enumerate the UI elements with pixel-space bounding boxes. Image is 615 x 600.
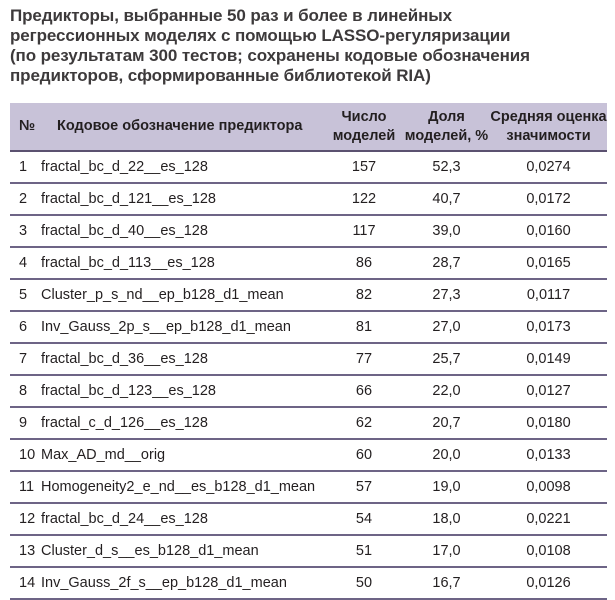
cell-mean-score: 0,0160: [490, 215, 607, 247]
cell-predictor-code: Cluster_d_s__es_b128_d1_mean: [39, 535, 325, 567]
cell-models-share: 40,7: [403, 183, 490, 215]
cell-models-count: 117: [325, 215, 403, 247]
cell-models-count: 81: [325, 311, 403, 343]
cell-models-share: 52,3: [403, 151, 490, 183]
predictors-table: [10, 103, 607, 600]
caption-line: регрессионных моделях с помощью LASSO-регуляризации: [10, 26, 511, 45]
cell-models-count: 60: [325, 439, 403, 471]
cell-mean-score: 0,0221: [490, 503, 607, 535]
cell-mean-score: 0,0117: [490, 279, 607, 311]
cell-predictor-code: fractal_bc_d_36__es_128: [39, 343, 325, 375]
cell-models-share: 18,0: [403, 503, 490, 535]
table-row: [10, 407, 607, 439]
cell-mean-score: 0,0108: [490, 535, 607, 567]
table-row: [10, 471, 607, 503]
header-models-share-line2: моделей, %: [404, 127, 489, 144]
caption-line: Предикторы, выбранные 50 раз и более в линейных: [10, 6, 453, 25]
cell-number: 9: [10, 407, 39, 439]
cell-number: 14: [10, 567, 39, 599]
cell-models-share: 16,7: [403, 567, 490, 599]
cell-mean-score: 0,0173: [490, 311, 607, 343]
cell-predictor-code: fractal_bc_d_22__es_128: [39, 151, 325, 183]
cell-predictor-code: Max_AD_md__orig: [39, 439, 325, 471]
cell-models-count: 86: [325, 247, 403, 279]
cell-mean-score: 0,0180: [490, 407, 607, 439]
header-mean-score-line1: Средняя оценка: [490, 108, 607, 125]
table-row: [10, 567, 607, 599]
cell-mean-score: 0,0127: [490, 375, 607, 407]
cell-number: 11: [10, 471, 39, 503]
cell-predictor-code: fractal_bc_d_121__es_128: [39, 183, 325, 215]
cell-mean-score: 0,0133: [490, 439, 607, 471]
cell-number: 12: [10, 503, 39, 535]
cell-mean-score: 0,0172: [490, 183, 607, 215]
cell-predictor-code: Inv_Gauss_2f_s__ep_b128_d1_mean: [39, 567, 325, 599]
cell-models-count: 77: [325, 343, 403, 375]
header-models-count-line2: моделей: [332, 127, 396, 144]
table-header-row: [10, 103, 607, 151]
cell-models-count: 50: [325, 567, 403, 599]
header-number: №: [10, 103, 39, 151]
cell-models-count: 51: [325, 535, 403, 567]
table-row: [10, 311, 607, 343]
header-models-count-line1: Число: [341, 108, 387, 125]
table-row: [10, 279, 607, 311]
header-models-count: [325, 103, 403, 151]
cell-number: 13: [10, 535, 39, 567]
cell-number: 8: [10, 375, 39, 407]
cell-predictor-code: Homogeneity2_e_nd__es_b128_d1_mean: [39, 471, 325, 503]
cell-mean-score: 0,0165: [490, 247, 607, 279]
table-row: [10, 375, 607, 407]
cell-number: 4: [10, 247, 39, 279]
cell-number: 3: [10, 215, 39, 247]
cell-models-share: 20,0: [403, 439, 490, 471]
table-row: [10, 535, 607, 567]
cell-predictor-code: fractal_bc_d_123__es_128: [39, 375, 325, 407]
table-row: [10, 439, 607, 471]
cell-mean-score: 0,0098: [490, 471, 607, 503]
cell-models-count: 82: [325, 279, 403, 311]
cell-predictor-code: fractal_c_d_126__es_128: [39, 407, 325, 439]
cell-mean-score: 0,0126: [490, 567, 607, 599]
cell-models-share: 28,7: [403, 247, 490, 279]
cell-models-count: 122: [325, 183, 403, 215]
header-mean-score: [490, 103, 607, 151]
caption-line: предикторов, сформированные библиотекой RIA): [10, 66, 431, 85]
cell-number: 7: [10, 343, 39, 375]
table-row: [10, 183, 607, 215]
cell-models-share: 20,7: [403, 407, 490, 439]
cell-models-share: 39,0: [403, 215, 490, 247]
cell-models-count: 54: [325, 503, 403, 535]
cell-models-share: 27,0: [403, 311, 490, 343]
cell-predictor-code: Cluster_p_s_nd__ep_b128_d1_mean: [39, 279, 325, 311]
header-models-share: [403, 103, 490, 151]
cell-number: 1: [10, 151, 39, 183]
cell-models-share: 25,7: [403, 343, 490, 375]
cell-number: 2: [10, 183, 39, 215]
header-models-share-line1: Доля: [428, 108, 465, 125]
cell-models-count: 62: [325, 407, 403, 439]
cell-models-count: 66: [325, 375, 403, 407]
cell-predictor-code: fractal_bc_d_40__es_128: [39, 215, 325, 247]
table-caption: [10, 6, 610, 86]
cell-models-share: 19,0: [403, 471, 490, 503]
table-row: [10, 503, 607, 535]
header-predictor-code: Кодовое обозначение предиктора: [39, 103, 325, 151]
caption-line: (по результатам 300 тестов; сохранены кодовые обозначения: [10, 46, 530, 65]
cell-models-count: 157: [325, 151, 403, 183]
cell-predictor-code: fractal_bc_d_24__es_128: [39, 503, 325, 535]
table-row: [10, 215, 607, 247]
header-mean-score-line2: значимости: [506, 127, 591, 144]
cell-predictor-code: Inv_Gauss_2p_s__ep_b128_d1_mean: [39, 311, 325, 343]
table-row: [10, 343, 607, 375]
table-row: [10, 247, 607, 279]
cell-models-share: 22,0: [403, 375, 490, 407]
cell-models-share: 17,0: [403, 535, 490, 567]
cell-models-count: 57: [325, 471, 403, 503]
cell-number: 5: [10, 279, 39, 311]
cell-models-share: 27,3: [403, 279, 490, 311]
cell-predictor-code: fractal_bc_d_113__es_128: [39, 247, 325, 279]
table-row: [10, 151, 607, 183]
cell-mean-score: 0,0149: [490, 343, 607, 375]
cell-mean-score: 0,0274: [490, 151, 607, 183]
cell-number: 6: [10, 311, 39, 343]
cell-number: 10: [10, 439, 39, 471]
